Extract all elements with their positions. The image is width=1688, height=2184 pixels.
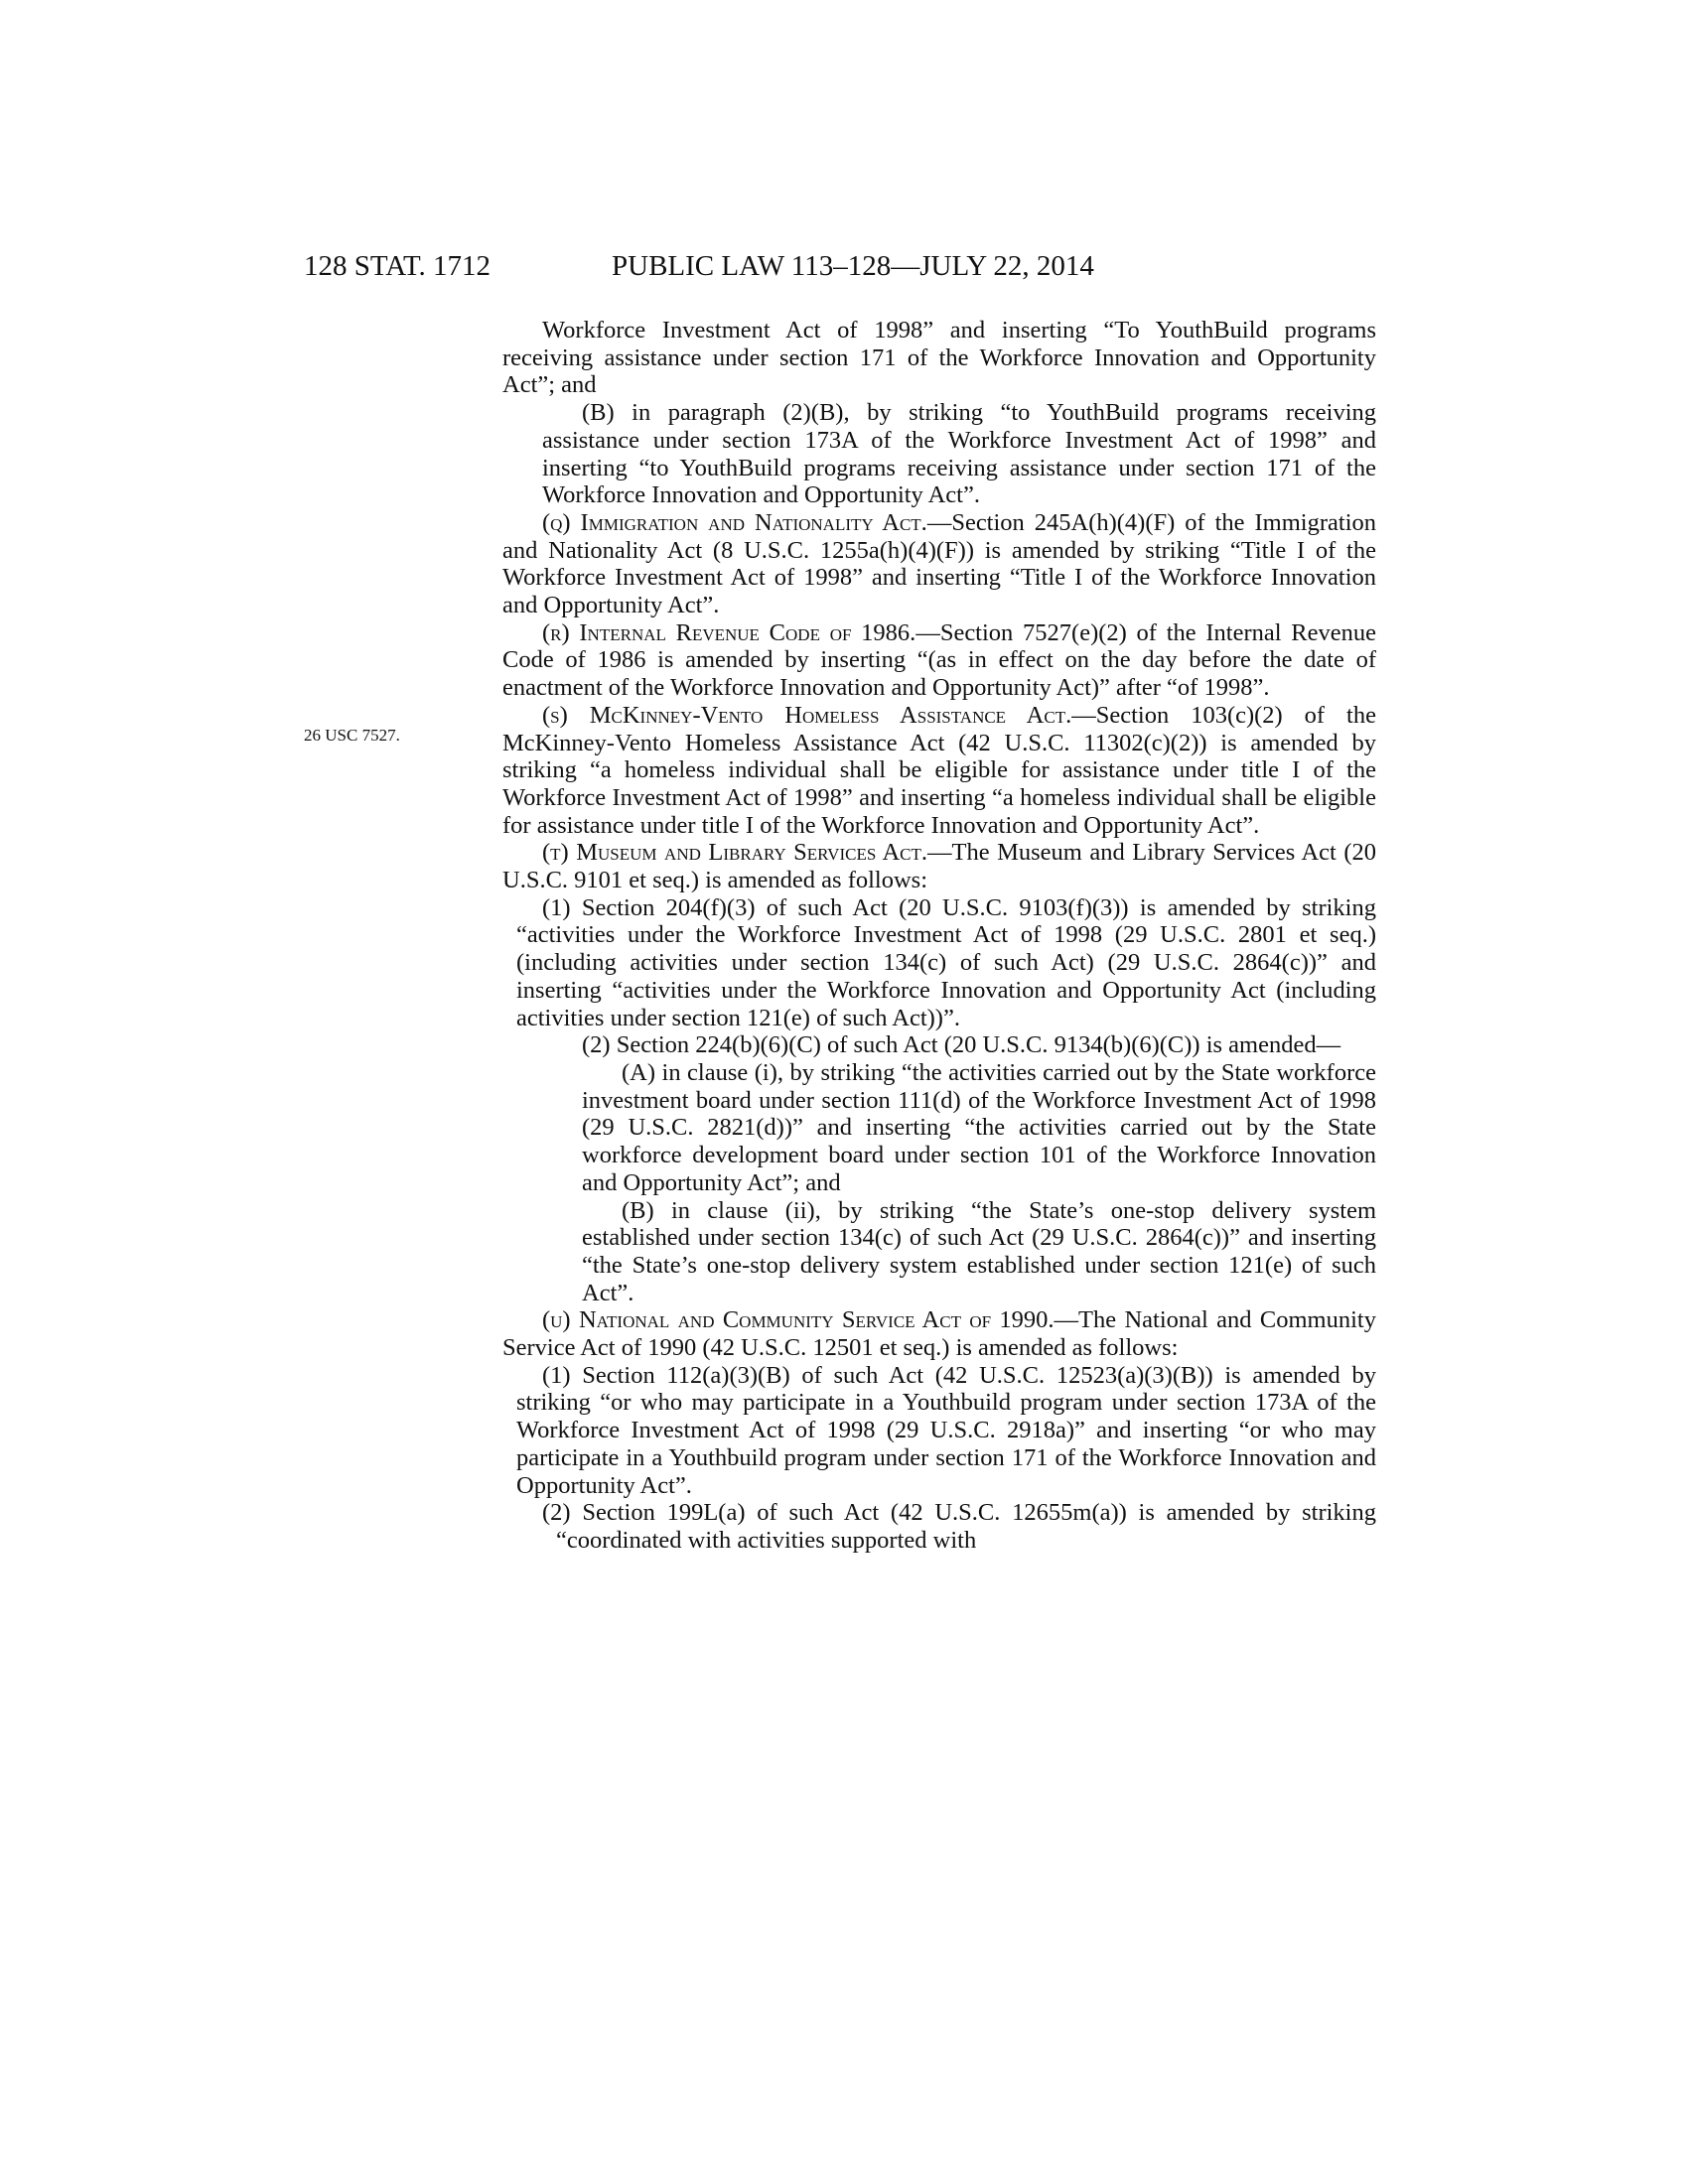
heading-u: (u) National and Community Service Act of 1990. <box>542 1306 1055 1334</box>
paragraph-u: (u) National and Community Service Act of 1990.—The National and Community Service Act of 1990 (42 U.S.C. 12501 et seq.) is amended as follows: <box>502 1306 1376 1362</box>
heading-r: (r) Internal Revenue Code of 1986. <box>542 618 916 646</box>
paragraph-r: (r) Internal Revenue Code of 1986.—Section 7527(e)(2) of the Internal Revenue Code of 1986 is amended by inserting “(as in effect on the day before the date of enactment of the Workforce Innovation and Opportunity Act)” after “of 1998”. <box>502 618 1376 702</box>
paragraph-s: (s) McKinney-Vento Homeless Assistance Act.—Section 103(c)(2) of the McKinney-Vento Homeless Assistance Act (42 U.S.C. 11302(c)(2)) is amended by striking “a homeless individual shall be eligible for assistance under title I of the Workforce Investment Act of 1998” and inserting “a homeless individual shall be eligible for assistance under title I of the Workforce Innovation and Opportunity Act”. <box>502 701 1376 839</box>
paragraph-t-1: (1) Section 204(f)(3) of such Act (20 U.S.C. 9103(f)(3)) is amended by striking “activities under the Workforce Investment Act of 1998 (29 U.S.C. 2801 et seq.) (including activities under section 134(c) of such Act) (29 U.S.C. 2864(c))” and inserting “activities under the Workforce Innovation and Opportunity Act (including activities under section 121(e) of such Act))”. <box>516 893 1376 1031</box>
paragraph-t-2: (2) Section 224(b)(6)(C) of such Act (20 U.S.C. 9134(b)(6)(C)) is amended— <box>582 1031 1341 1059</box>
heading-t: (t) Museum and Library Services Act. <box>542 839 927 867</box>
paragraph-t-2-B: (B) in clause (ii), by striking “the State’s one-stop delivery system established under section 134(c) of such Act (29 U.S.C. 2864(c))” and inserting “the State’s one-stop delivery system established under section 121(e) of such Act”. <box>582 1196 1376 1306</box>
stat-page-number: 128 STAT. 1712 <box>304 250 492 282</box>
paragraph-p-B: (B) in paragraph (2)(B), by striking “to YouthBuild programs receiving assistance under section 173A of the Workforce Investment Act of 1998” and inserting “to YouthBuild programs receiving assistance under section 171 of the Workforce Innovation and Opportunity Act”. <box>542 399 1376 509</box>
paragraph-u-1: (1) Section 112(a)(3)(B) of such Act (42 U.S.C. 12523(a)(3)(B)) is amended by striking “or who may participate in a Youthbuild program under section 173A of the Workforce Investment Act of 1998 (29 U.S.C. 2918a)” and inserting “or who may participate in a Youthbuild program under section 171 of the Workforce Innovation and Opportunity Act”. <box>516 1361 1376 1499</box>
paragraph-t-2-A: (A) in clause (i), by striking “the activities carried out by the State workforce investment board under section 111(d) of the Workforce Investment Act of 1998 (29 U.S.C. 2821(d))” and inserting “the activities carried out by the State workforce development board under section 101 of the Workforce Innovation and Opportunity Act”; and <box>582 1058 1376 1196</box>
paragraph-t: (t) Museum and Library Services Act.—The Museum and Library Services Act (20 U.S.C. 9101 et seq.) is amended as follows: <box>502 839 1376 894</box>
paragraph-u-2: (2) Section 199L(a) of such Act (42 U.S.C. 12655m(a)) is amended by striking “coordinated with activities supported with <box>542 1499 1376 1554</box>
paragraph-q: (q) Immigration and Nationality Act.—Section 245A(h)(4)(F) of the Immigration and Nationality Act (8 U.S.C. 1255a(h)(4)(F)) is amended by striking “Title I of the Workforce Investment Act of 1998” and inserting “Title I of the Workforce Innovation and Opportunity Act”. <box>502 508 1376 619</box>
heading-q: (q) Immigration and Nationality Act. <box>542 508 927 536</box>
paragraph-p-continued: Workforce Investment Act of 1998” and inserting “To YouthBuild programs receiving assistance under section 171 of the Workforce Innovation and Opportunity Act”; and <box>502 317 1376 399</box>
document-body <box>502 317 1376 1555</box>
heading-s: (s) McKinney-Vento Homeless Assistance Act. <box>542 701 1072 729</box>
public-law-header: PUBLIC LAW 113–128—JULY 22, 2014 <box>612 250 1094 282</box>
margin-note-usc: 26 USC 7527. <box>304 726 400 745</box>
